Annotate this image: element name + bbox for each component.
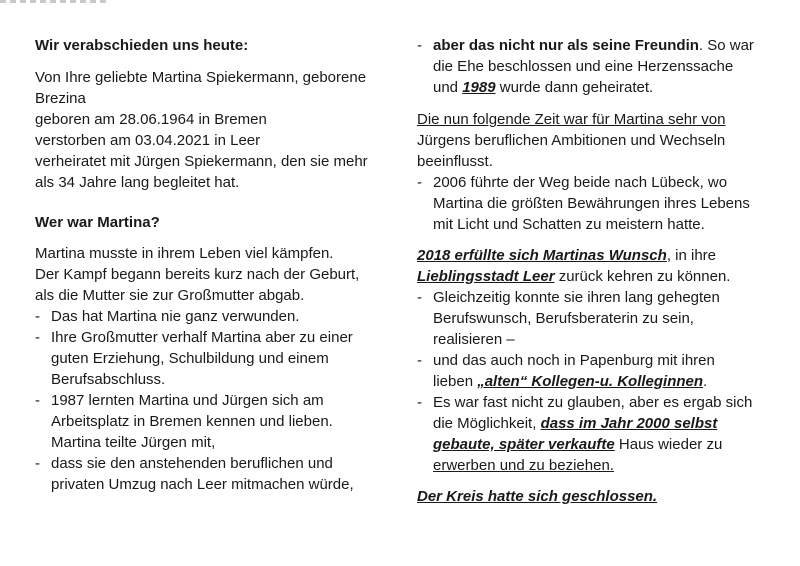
bullet-line [433, 434, 722, 455]
text-fragment: . [703, 373, 708, 390]
bullet-line: Arbeitsplatz in Bremen kennen und lieben. [51, 413, 333, 430]
para-line [417, 245, 716, 266]
para-line: Jürgens beruflichen Ambitionen und Wechseln [417, 132, 726, 149]
bullet-line: Das hat Martina nie ganz verwunden. [51, 308, 300, 325]
bullet-line: dass sie den anstehenden beruflichen und [51, 455, 333, 472]
emphasis-girlfriend: aber das nicht nur als seine Freundin [433, 37, 699, 54]
text-fragment: wurde dann geheiratet. [495, 79, 654, 96]
bullet-line [433, 77, 653, 98]
para-line: als die Mutter sie zur Großmutter abgab. [35, 287, 305, 304]
bullet-line [433, 35, 754, 56]
closing-line: Der Kreis hatte sich geschlossen. [417, 488, 658, 505]
para-line: Martina musste in ihrem Leben viel kämpfen. [35, 245, 334, 262]
bullet-line: Ihre Großmutter verhalf Martina aber zu einer [51, 329, 353, 346]
heading-farewell: Wir verabschieden uns heute: [35, 37, 249, 54]
bullet-line [433, 413, 717, 434]
heading-who: Wer war Martina? [35, 214, 160, 231]
intro-line: verheiratet mit Jürgen Spiekermann, den sie mehr [35, 153, 368, 170]
emphasis-city: Lieblingsstadt Leer [417, 268, 555, 285]
text-fragment: und [433, 79, 463, 96]
para-line: Der Kampf begann bereits kurz nach der Geburt, [35, 266, 360, 283]
para-line [417, 266, 730, 287]
intro-line: geboren am 28.06.1964 in Bremen [35, 111, 267, 128]
bullet-line: Gleichzeitig konnte sie ihren lang gehegten [433, 289, 720, 306]
bullet-line: guten Erziehung, Schulbildung und einem [51, 350, 329, 367]
bullet-line: privaten Umzug nach Leer mitmachen würde, [51, 476, 354, 493]
bullet-dash: - [35, 329, 40, 346]
para-line: Die nun folgende Zeit war für Martina sehr von [417, 111, 726, 128]
intro-line: Von Ihre geliebte Martina Spiekermann, geborene [35, 69, 367, 86]
bullet-dash: - [417, 394, 422, 411]
bullet-line: erwerben und zu beziehen. [433, 457, 614, 474]
bullet-dash: - [417, 289, 422, 306]
para-line: beeinflusst. [417, 153, 493, 170]
text-fragment: lieben [433, 373, 478, 390]
bullet-line: die Ehe beschlossen und eine Herzenssache [433, 58, 734, 75]
bullet-dash: - [417, 352, 422, 369]
bullet-dash: - [35, 455, 40, 472]
text-fragment: , in ihre [666, 247, 717, 264]
intro-line: Brezina [35, 90, 86, 107]
emphasis-wish: 2018 erfüllte sich Martinas Wunsch [417, 247, 667, 264]
bullet-line: realisieren – [433, 331, 515, 348]
emphasis-colleagues: „alten“ Kollegen-u. Kolleginnen [477, 373, 704, 390]
bullet-line: 2006 führte der Weg beide nach Lübeck, wo [433, 174, 728, 191]
bullet-line: Es war fast nicht zu glauben, aber es ergab sich [433, 394, 753, 411]
bullet-dash: - [35, 392, 40, 409]
year-highlight: 1989 [462, 79, 496, 96]
bullet-line: Berufswunsch, Berufsberaterin zu sein, [433, 310, 694, 327]
emphasis-house: dass im Jahr 2000 selbst [540, 415, 718, 432]
bullet-line: Martina die größten Bewährungen ihres Lebens [433, 195, 750, 212]
bullet-line: 1987 lernten Martina und Jürgen sich am [51, 392, 324, 409]
emphasis-house: gebaute, später verkaufte [433, 436, 615, 453]
bullet-line: Martina teilte Jürgen mit, [51, 434, 216, 451]
text-fragment: . So war [698, 37, 754, 54]
bullet-dash: - [417, 174, 422, 191]
text-fragment: Haus wieder zu [614, 436, 723, 453]
text-fragment: die Möglichkeit, [433, 415, 541, 432]
bullet-dash: - [35, 308, 40, 325]
text-fragment: zurück kehren zu können. [554, 268, 731, 285]
bullet-dash: - [417, 37, 422, 54]
bullet-line [433, 371, 707, 392]
bullet-line: mit Licht und Schatten zu meistern hatte. [433, 216, 705, 233]
intro-line: verstorben am 03.04.2021 in Leer [35, 132, 261, 149]
bullet-line: Berufsabschluss. [51, 371, 166, 388]
intro-line: als 34 Jahre lang begleitet hat. [35, 174, 240, 191]
scan-artifact [0, 0, 110, 3]
bullet-line: und das auch noch in Papenburg mit ihren [433, 352, 715, 369]
